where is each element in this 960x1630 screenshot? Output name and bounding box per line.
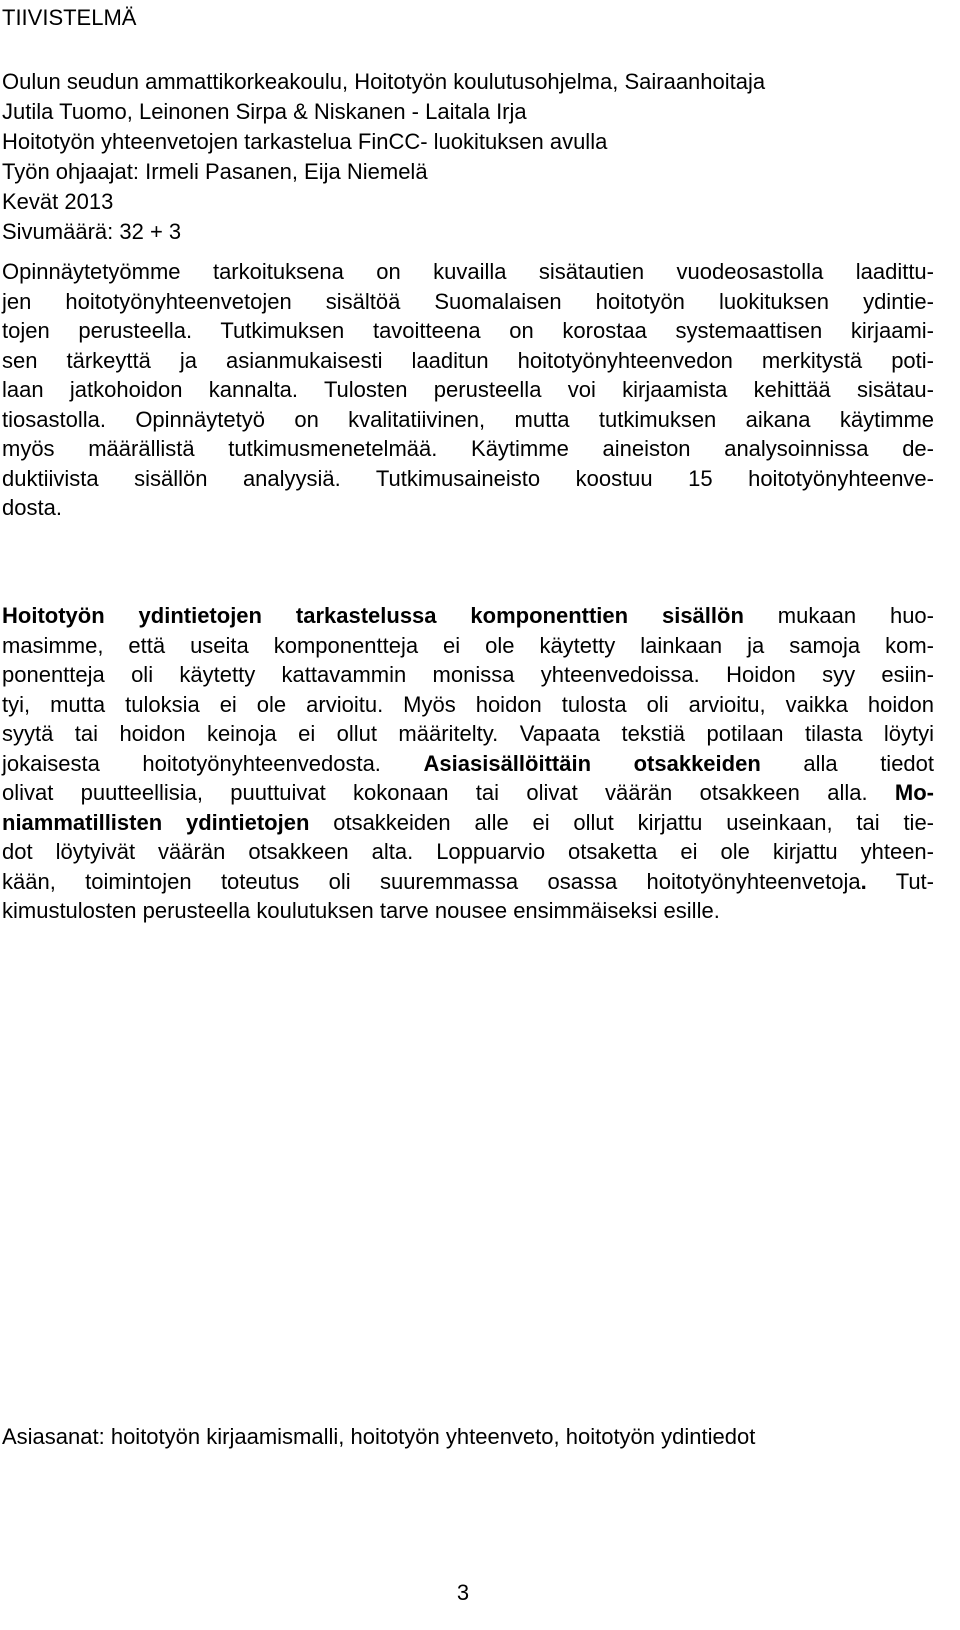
paragraph-line: sen tärkeyttä ja asianmukaisesti laaditun hoitotyönyhteenvedon merkitystä poti- [2, 347, 934, 373]
paragraph-line: syytä tai hoidon keinoja ei ollut määritelty. Vapaata tekstiä potilaan tilasta löytyi [2, 721, 934, 746]
paragraph-line [2, 808, 934, 838]
text-run: otsakkeiden alle ei ollut kirjattu useinkaan, tai tie- [309, 809, 935, 835]
supervisors-line: Työn ohjaajat: Irmeli Pasanen, Eija Niemelä [2, 159, 428, 184]
paragraph-line: Opinnäytetyömme tarkoituksena on kuvailla sisätautien vuodeosastolla laadittu- [2, 259, 934, 284]
text-run: alla tiedot [760, 750, 935, 776]
paragraph-line: masimme, että useita komponentteja ei ole käytetty lainkaan ja samoja kom- [2, 632, 934, 658]
bold-phrase: Mo- [894, 780, 934, 805]
thesis-title-line: Hoitotyön yhteenvetojen tarkastelua FinCC- luokituksen avulla [2, 129, 608, 154]
paragraph-line: tojen perusteella. Tutkimuksen tavoitteena on korostaa systemaattisen kirjaami- [2, 318, 934, 343]
paragraph-line: dot löytyivät väärän otsakkeen alta. Loppuarvio otsaketta ei ole kirjattu yhteen- [2, 839, 934, 864]
text-run: kään, toimintojen toteutus oli suuremmassa osassa hoitotyönyhteenvetoja [2, 868, 861, 894]
paragraph-line: tyi, mutta tuloksia ei ole arvioitu. Myös hoidon tulosta oli arvioitu, vaikka hoidon [2, 691, 934, 717]
text-run: Tut- [866, 868, 934, 894]
paragraph-line [2, 601, 934, 631]
text-run: olivat puutteellisia, puuttuivat kokonaan tai olivat väärän otsakkeen alla. [2, 780, 895, 805]
paragraph-line: myös määrällistä tutkimusmenetelmää. Käytimme aineiston analysoinnissa de- [2, 436, 934, 461]
authors-line: Jutila Tuomo, Leinonen Sirpa & Niskanen - Laitala Irja [2, 99, 527, 124]
bold-phrase: Hoitotyön ydintietojen tarkastelussa komponenttien sisällön [2, 603, 744, 628]
page-count-line: Sivumäärä: 32 + 3 [2, 219, 182, 244]
paragraph-line: dosta. [2, 495, 62, 520]
paragraph-line: duktiivista sisällön analyysiä. Tutkimusaineisto koostuu 15 hoitotyönyhteenve- [2, 465, 934, 491]
paragraph-line: kimustulosten perusteella koulutuksen tarve nousee ensimmäiseksi esille. [2, 898, 720, 923]
bold-phrase: Asiasisällöittäin otsakkeiden [423, 750, 761, 776]
keywords-line: Asiasanat: hoitotyön kirjaamismalli, hoitotyön yhteenveto, hoitotyön ydintiedot [2, 1424, 756, 1449]
institution-line: Oulun seudun ammattikorkeakoulu, Hoitotyön koulutusohjelma, Sairaanhoitaja [2, 69, 766, 94]
bold-phrase: niammatillisten ydintietojen [2, 809, 310, 835]
paragraph-line [2, 867, 934, 897]
page-number: 3 [456, 1580, 470, 1605]
paragraph-line: ponentteja oli käytetty kattavammin monissa yhteenvedoissa. Hoidon syy esiin- [2, 662, 934, 687]
abstract-heading: TIIVISTELMÄ [2, 5, 137, 30]
text-run: jokaisesta hoitotyönyhteenvedosta. [2, 750, 424, 776]
paragraph-line: jen hoitotyönyhteenvetojen sisältöä Suomalaisen hoitotyön luokituksen ydintie- [2, 288, 934, 314]
paragraph-line: laan jatkohoidon kannalta. Tulosten perusteella voi kirjaamista kehittää sisätau- [2, 377, 934, 402]
bold-phrase: . [860, 868, 867, 894]
text-run: mukaan huo- [743, 603, 934, 628]
abstract-paragraph-1 [2, 257, 934, 523]
paragraph-line [2, 778, 934, 808]
term-line: Kevät 2013 [2, 189, 114, 214]
paragraph-line: tiosastolla. Opinnäytetyö on kvalitatiivinen, mutta tutkimuksen aikana käytimme [2, 406, 934, 432]
thesis-metadata [2, 67, 942, 247]
abstract-paragraph-2 [2, 601, 934, 926]
paragraph-line [2, 749, 934, 779]
